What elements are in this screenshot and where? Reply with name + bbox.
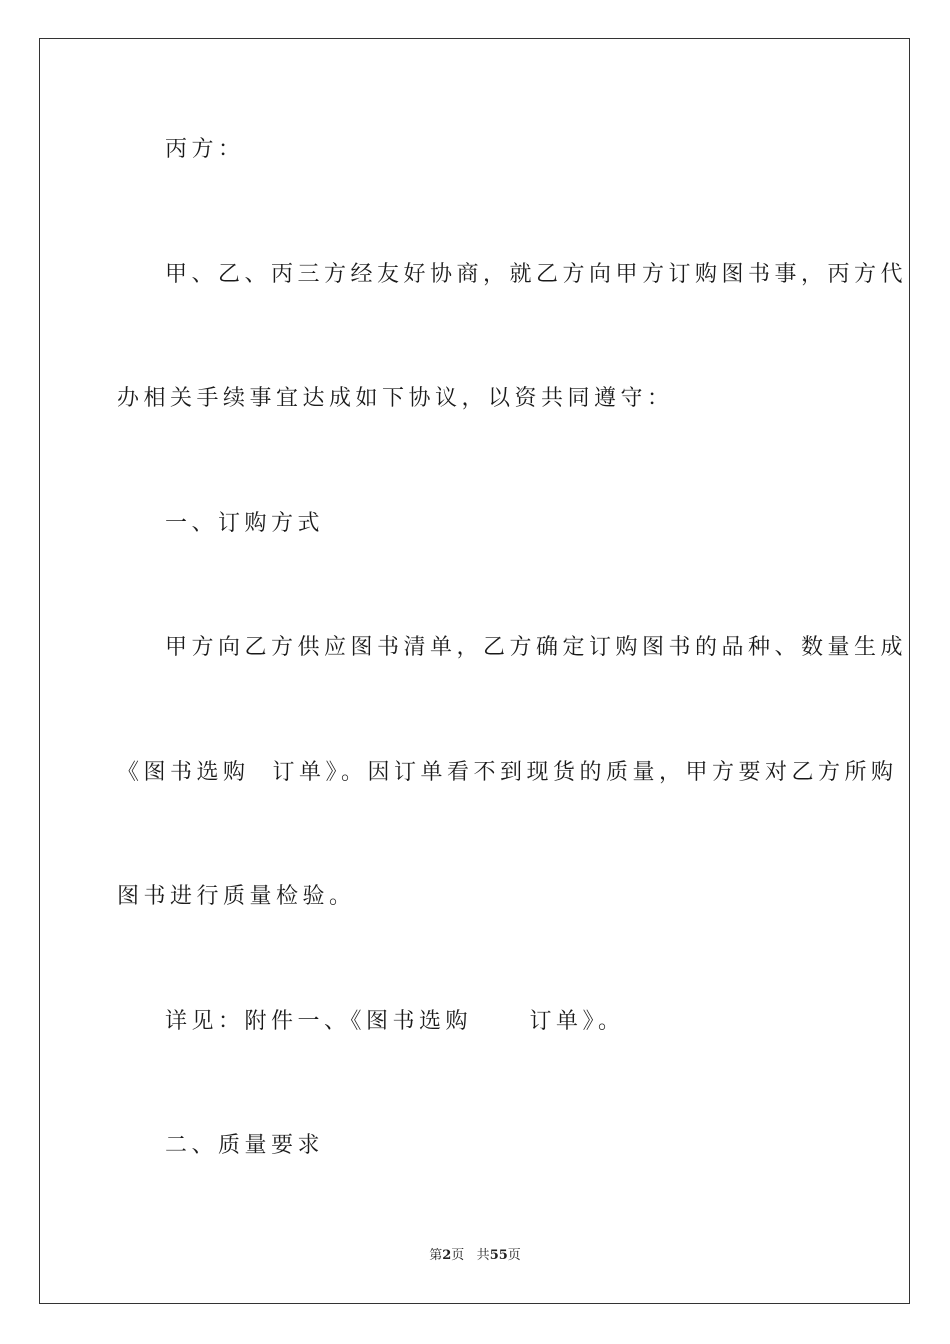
total-prefix: 共	[476, 1248, 490, 1263]
intro-paragraph-line-1: 甲、乙、丙三方经友好协商，就乙方向甲方订购图书事，丙方代	[165, 262, 908, 287]
section-1-heading: 一、订购方式	[165, 511, 325, 536]
intro-paragraph-line-2: 办相关手续事宜达成如下协议，以资共同遵守：	[117, 386, 674, 411]
total-suffix: 页	[507, 1248, 521, 1263]
page-prefix: 第	[429, 1248, 443, 1263]
party-c-label: 丙方：	[165, 137, 245, 162]
page-frame	[39, 38, 910, 1304]
section-1-paragraph-line-1: 甲方向乙方供应图书清单，乙方确定订购图书的品种、数量生成	[165, 635, 908, 660]
page-number: 2	[442, 1248, 452, 1263]
section-1-paragraph-line-2: 《图书选购 订单》。因订单看不到现货的质量，甲方要对乙方所购	[117, 760, 898, 785]
section-2-heading: 二、质量要求	[165, 1133, 325, 1158]
attachment-reference: 详见：附件一、《图书选购 订单》。	[165, 1009, 625, 1034]
page-suffix: 页	[451, 1248, 465, 1263]
section-1-paragraph-line-3: 图书进行质量检验。	[117, 884, 356, 909]
page-footer	[0, 1247, 950, 1265]
total-pages: 55	[489, 1248, 508, 1263]
